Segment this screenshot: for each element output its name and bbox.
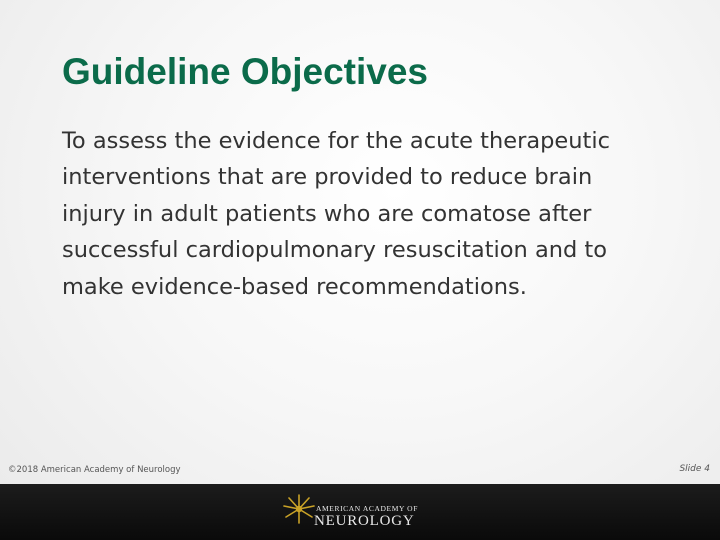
aan-logo	[282, 492, 432, 534]
footer-bar	[0, 484, 720, 540]
copyright-notice: ©2018 American Academy of Neurology	[8, 465, 181, 475]
logo-text-line2: NEUROLOGY	[314, 513, 415, 529]
slide-title: Guideline Objectives	[62, 51, 429, 92]
starburst-icon	[282, 494, 316, 524]
slide-body-text: To assess the evidence for the acute therapeutic interventions that are provided to reduce brain injury in adult patients who are comatose after successful cardiopulmonary resuscitation and to make evidence-based recommendations.	[62, 128, 610, 300]
logo-text-line1: AMERICAN ACADEMY OF	[316, 504, 418, 513]
slide-number: Slide 4	[679, 464, 710, 474]
